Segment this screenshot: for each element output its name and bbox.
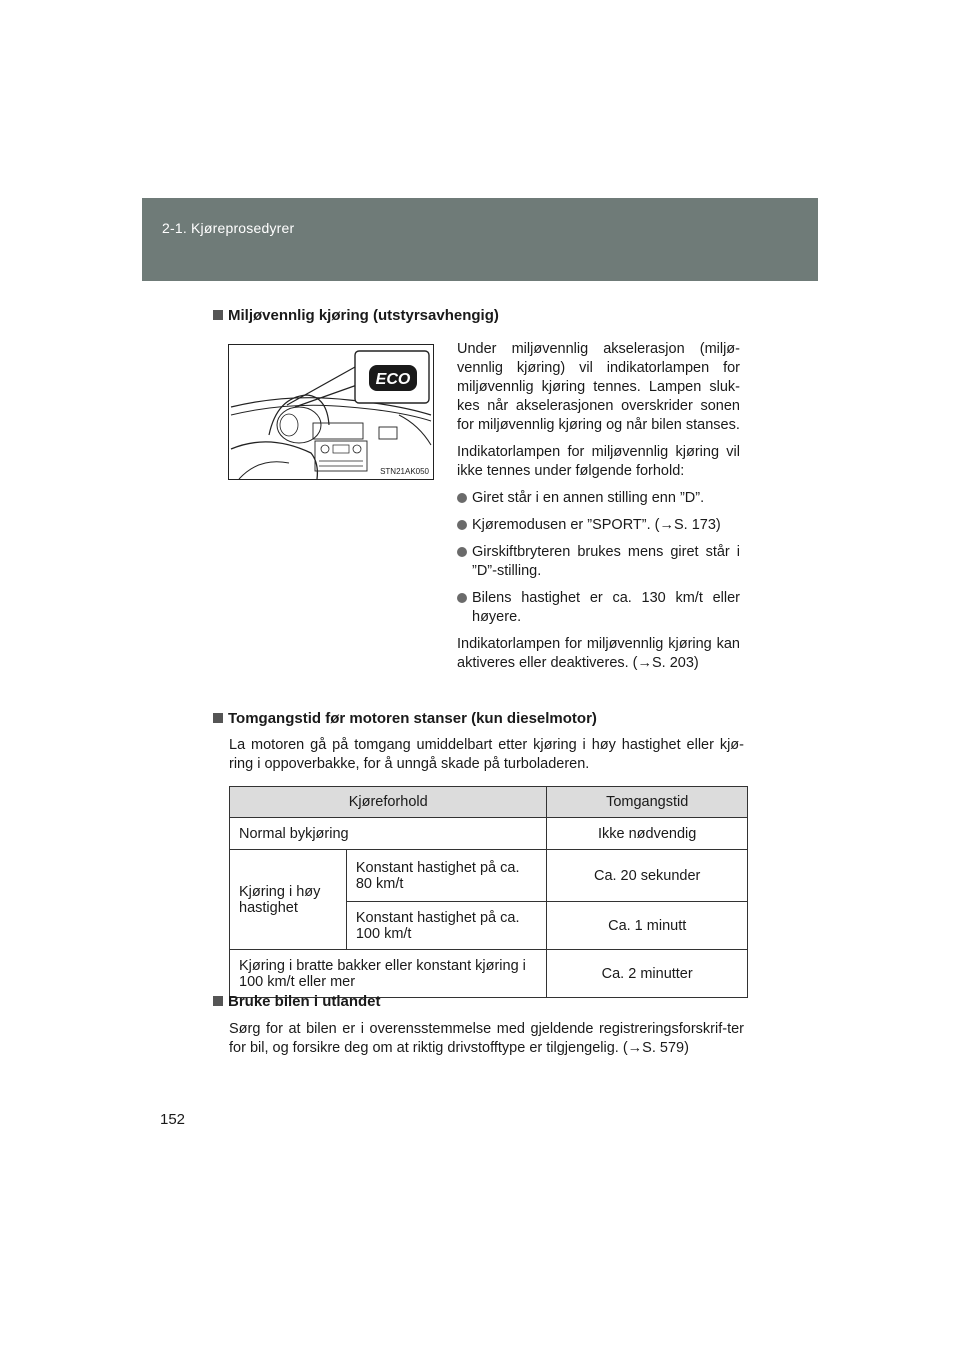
list-item: Giret står i en annen stilling enn ”D”. (457, 489, 740, 508)
dashboard-illustration (228, 344, 434, 480)
bullet-dot-icon (457, 593, 467, 603)
list-item: Bilens hastighet er ca. 130 km/t eller høyere. (457, 589, 740, 627)
eco-description (457, 340, 740, 681)
eco-section-heading: Miljøvennlig kjøring (utstyrsavhengig) (213, 307, 499, 324)
section-title: 2-1. Kjøreprosedyrer (162, 220, 295, 236)
eco-intro: Under miljøvennlig akselerasjon (miljø-vennlig kjøring) vil indikatorlampen for miljøvennlig kjøring tennes. Lampen sluk-kes når akselerasjonen overskrider sonen for miljøvennlig kjøring og når bilen stanses. (457, 341, 740, 433)
idle-section-heading: Tomgangstid før motoren stanser (kun dieselmotor) (213, 710, 597, 727)
table-header-condition: Kjøreforhold (230, 787, 547, 818)
section-header-band (142, 198, 818, 281)
idle-time-table (229, 786, 748, 998)
abroad-section-heading: Bruke bilen i utlandet (213, 993, 381, 1010)
figure-label: STN21AK050 (380, 467, 429, 476)
high-speed-group-label: Kjøring i høy hastighet (230, 850, 347, 950)
bullet-dot-icon (457, 493, 467, 503)
list-item: Girskiftbryteren brukes mens giret står i ”D”-stilling. (457, 543, 740, 581)
bullet-dot-icon (457, 520, 467, 530)
eco-closing: Indikatorlampen for miljøvennlig kjøring kan aktiveres eller deaktiveres. (→S. 203) (457, 636, 740, 671)
page-number: 152 (160, 1111, 186, 1128)
idle-body: La motoren gå på tomgang umiddelbart etter kjøring i høy hastighet eller kjø-ring i oppoverbakke, for å unngå skade på turboladeren. (229, 737, 744, 772)
square-bullet-icon (213, 713, 223, 723)
dashboard-drawing (229, 345, 433, 479)
eco-conditions-intro: Indikatorlampen for miljøvennlig kjøring vil ikke tennes under følgende forhold: (457, 444, 740, 479)
square-bullet-icon (213, 996, 223, 1006)
table-row: Konstant hastighet på ca. 100 km/t Ca. 1 minutt (230, 902, 748, 950)
table-row: Kjøring i bratte bakker eller konstant kjøring i 100 km/t eller mer Ca. 2 minutter (230, 950, 748, 998)
abroad-body: Sørg for at bilen er i overensstemmelse med gjeldende registreringsforskrif-ter for bil, og forsikre deg om at riktig drivstofftype er tilgjengelig. (→S. 579) (229, 1021, 744, 1056)
table-row: Normal bykjøring Ikke nødvendig (230, 818, 748, 850)
eco-badge-text: ECO (375, 371, 411, 388)
square-bullet-icon (213, 310, 223, 320)
bullet-dot-icon (457, 547, 467, 557)
table-row: Kjøring i høy hastighet Konstant hastighet på ca. 80 km/t Ca. 20 sekunder (230, 850, 748, 902)
table-header-idle-time: Tomgangstid (547, 787, 748, 818)
list-item: Kjøremodusen er ”SPORT”. (→S. 173) (457, 516, 740, 535)
